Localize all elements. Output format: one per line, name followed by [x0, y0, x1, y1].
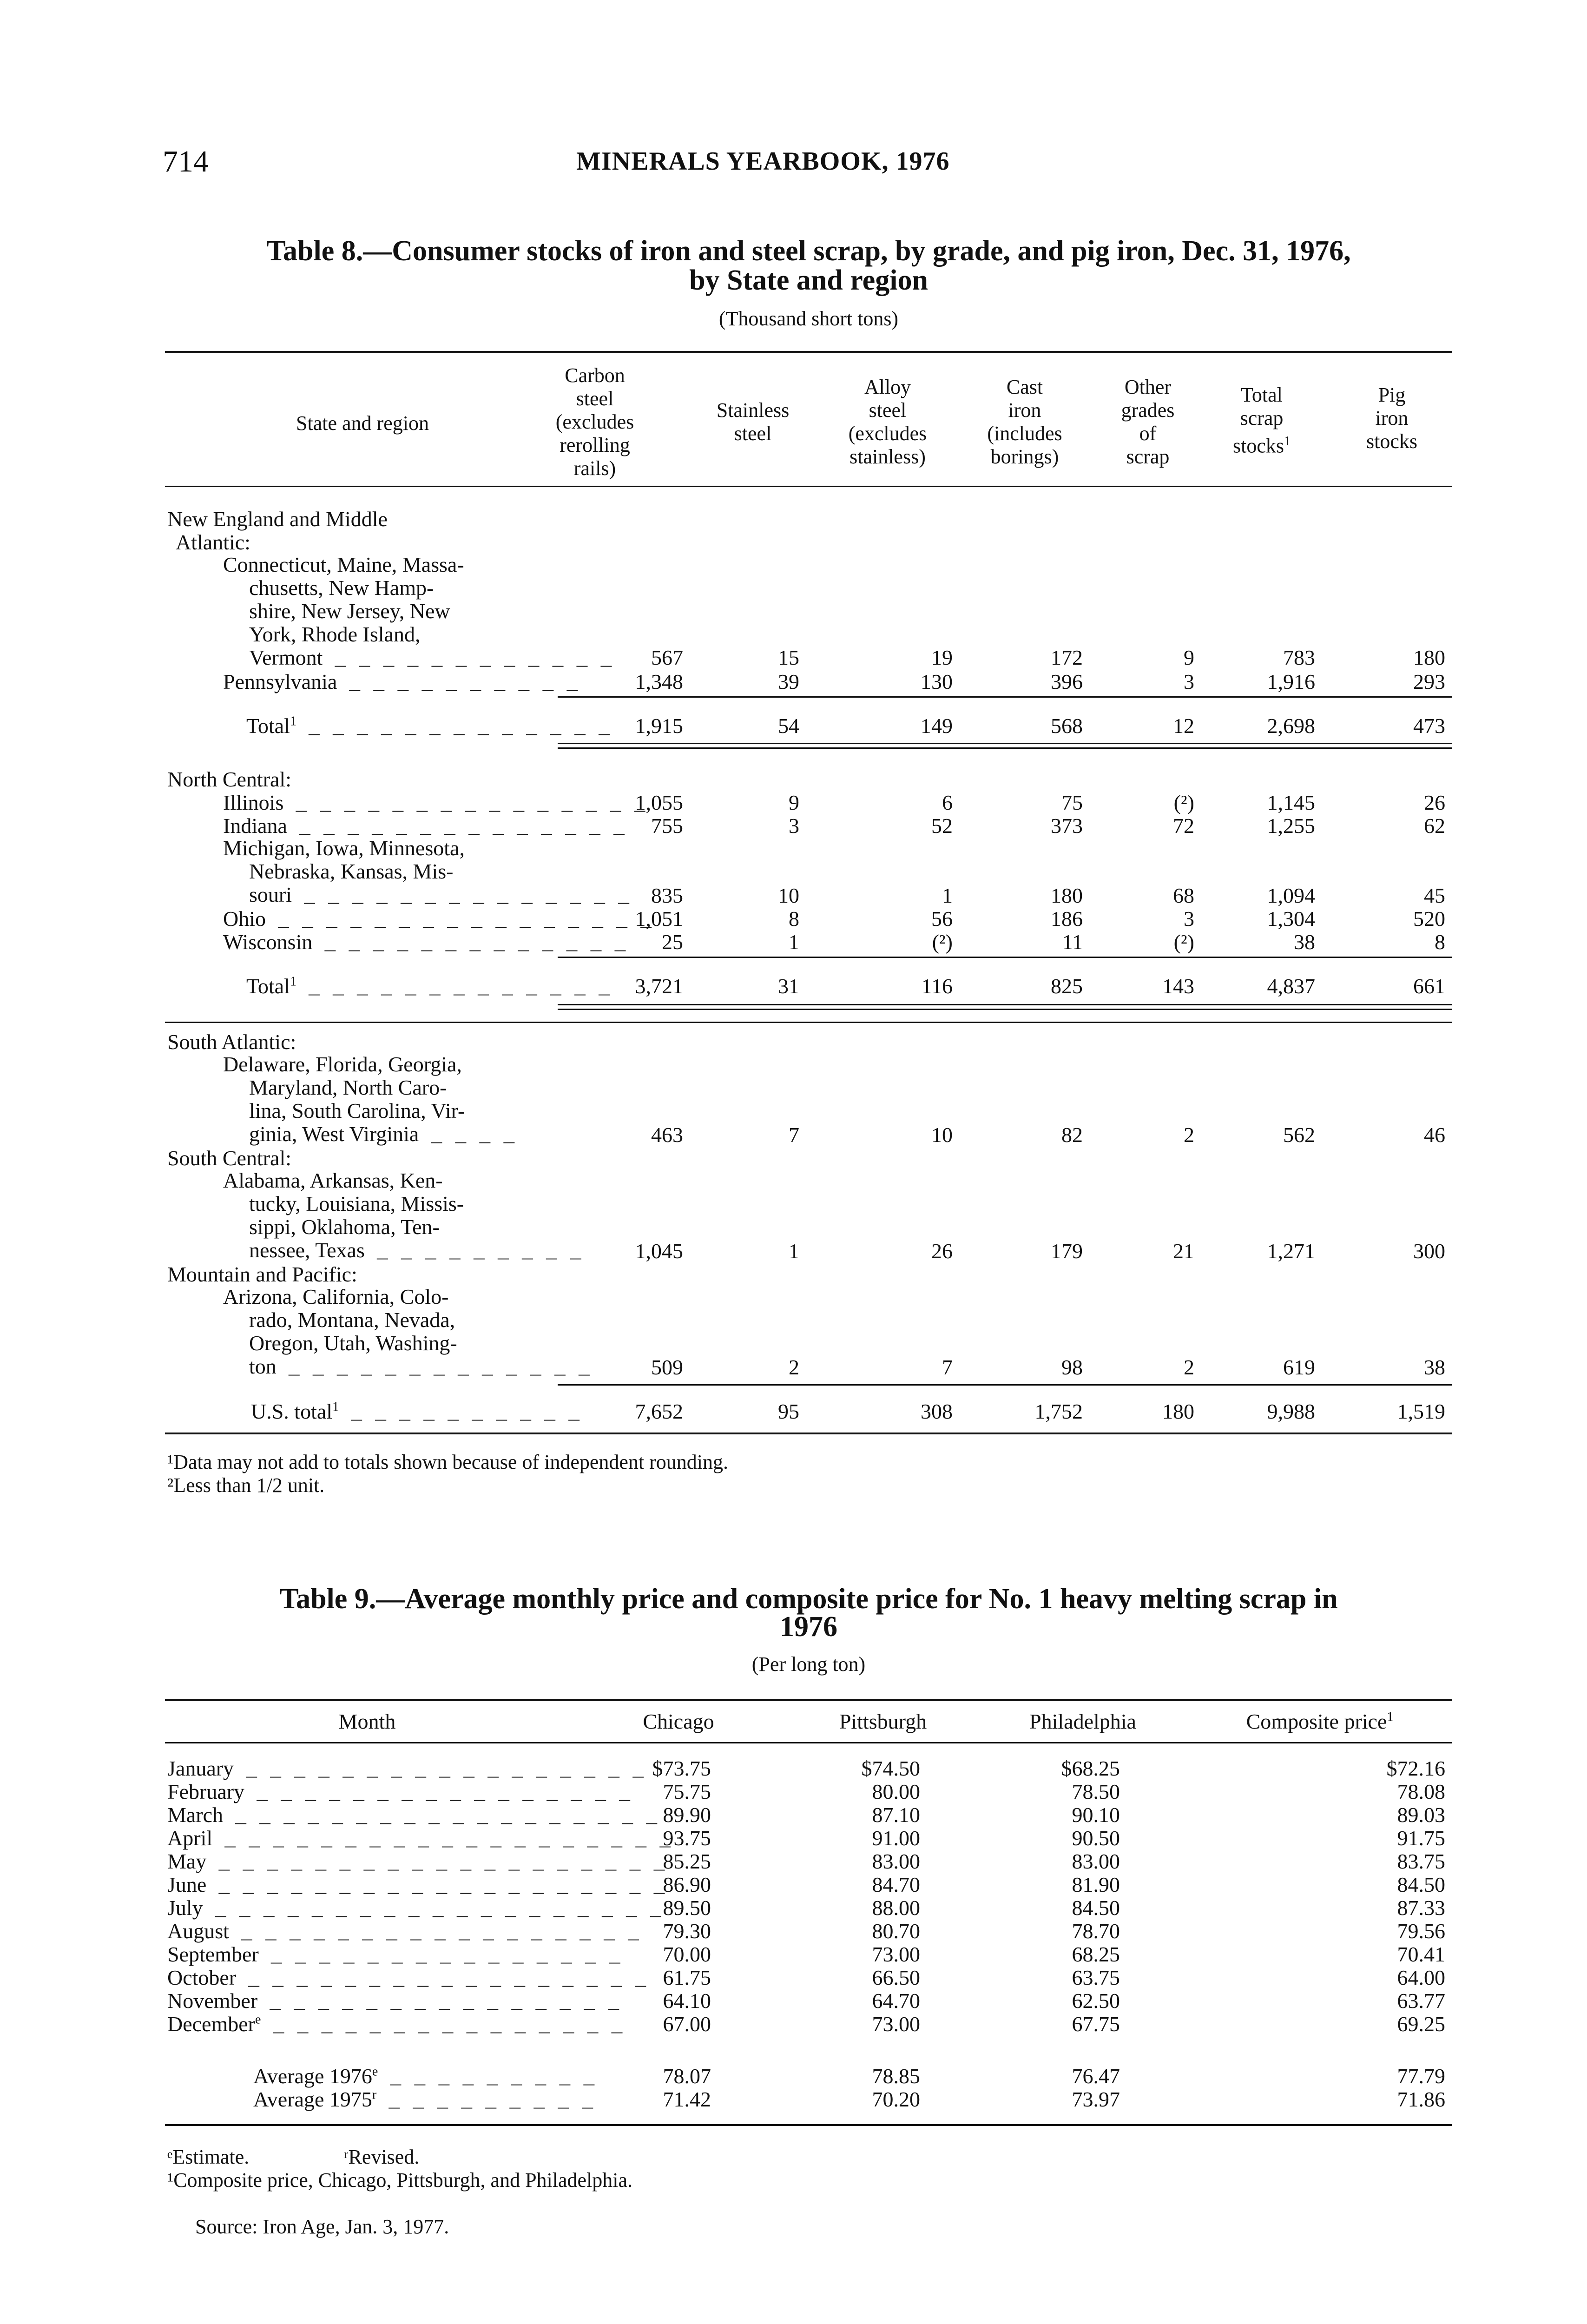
row-label-de-group: Delaware, Florida, Georgia, Maryland, North Caro- lina, South Carolina, Vir- ginia, West Virginia _ _ _ _: [223, 1052, 516, 1147]
table8-header-rule: [165, 486, 1452, 487]
row-label-mi-group: Michigan, Iowa, Minnesota, Nebraska, Kansas, Mis- souri _ _ _ _ _ _ _ _ _ _ _ _ _ _: [223, 836, 631, 908]
table9-title-line2: 1976: [780, 1611, 837, 1643]
ne-total-double-rule-b: [558, 747, 1452, 749]
document-page: 714 MINERALS YEARBOOK, 1976 Table 8.—Consumer stocks of iron and steel scrap, by grade, and pig iron, Dec. 31, 1976, by State and region (Thousand short tons) State and region Carbon steel (excludes rerolling rails) Stainless steel Alloy steel (excludes stainless) Cast iron (includes borings) Other grades of scrap Total scrap stocks$^1$ Pig iron stocks New England and Middle Atlantic: Connecticut, Maine, Massa- chusetts, New Hamp- shire, New Jersey, New York, Rhode Island, Vermont _ _ _ _ _ _ _ _ _ _ _ _ Pennsylvania _ _ _ _ _ _ _ _ _ _ 567 15 19 172 9 783 180 1,348 39 130 396 3 1,916 293 Total$^1$ _ _ _ _ _ _ _ _ _ _ _ _ _ 1,915 54 149 568 12 2,698 473 North Central: Illinois _ _ _ _ _ _ _ _ _ _ _ _ _ _ _ Indiana _ _ _ _ _ _ _ _ _ _ _ _ _ _ Michigan, Iowa, Minnesota, Nebraska, Kansas, Mis- souri _ _ _ _ _ _ _ _ _ _ _ _ _ _ Ohio _ _ _ _ _ _ _ _ _ _ _ _ _ _ _ _ Wisconsin _ _ _ _ _ _ _ _ _ _ _ _ _ 1,055 9 6 75 (²) 1,145 26 755 3 52 373 72 1,255 62 835 10 1 180 68 1,094 45 1,051 8 56 186 3 1,304 520 25 1 (²) 11 (²) 38 8 Total$^1$ _ _ _ _ _ _ _ _ _ _ _ _ _ 3,721 31 116 825 143 4,837 661 South Atlantic: Delaware, Florida, Georgia, Maryland, North Caro- lina, South Carolina, Vir- ginia, West Virginia _ _ _ _ 463 7 10 82 2 562 46 South Central: Alabama, Arkansas, Ken- tucky, Louisiana, Missis- sippi, Oklahoma, Ten- nessee, Texas _ _ _ _ _ _ _ _ _ 1,045 1 26 179 21 1,271 300 Mountain and Pacific: Arizona, California, Colo- rado, Montana, Nevada, Oregon, Utah, Washing- ton _ _ _ _ _ _ _ _ _ _ _ _ _ 509 2 7 98 2 619 38 U.S. total$^1$ _ _ _ _ _ _ _ _ _ _ 7,652 95 308 1,752 180 9,988 1,519 ¹Data may not add to totals shown because of independent rounding. ²Less than 1/2 unit. Table 9.—Average monthly price and composite price for No. 1 heavy melting scrap in 1976 (Per long ton) Month Chicago Pittsburgh Philadelphia Composite price$^1$ January _ _ _ _ _ _ _ _ _ _ _ _ _ _ _ _ _ $73.75 $74.50 $68.25 $72.16 February _ _ _ _ _ _ _ _ _ _ _ _ _ _ _ _ 75.75 80.00 78.50 78.08 March _ _ _ _ _ _ _ _ _ _ _ _ _ _ _ _ _ _ 89.90 87.10 90.10 89.03 April _ _ _ _ _ _ _ _ _ _ _ _ _ _ _ _ _ _ _ 93.75 91.00 90.50 91.75 May _ _ _ _ _ _ _ _ _ _ _ _ _ _ _ _ _ _ _ 85.25 83.00 83.00 83.75 June _ _ _ _ _ _ _ _ _ _ _ _ _ _ _ _ _ _ _ 86.90 84.70 81.90 84.50 July _ _ _ _ _ _ _ _ _ _ _ _ _ _ _ _ _ _ _ 89.50 88.00 84.50 87.33 August _ _ _ _ _ _ _ _ _ _ _ _ _ _ _ _ _ 79.30 80.70 78.70 79.56 September _ _ _ _ _ _ _ _ _ _ _ _ _ _ _ 70.00 73.00 68.25 70.41 October _ _ _ _ _ _ _ _ _ _ _ _ _ _ _ _ _ 61.75 66.50 63.75 64.00 November _ _ _ _ _ _ _ _ _ _ _ _ _ _ _ 64.10 64.70 62.50 63.77 December$^e$ _ _ _ _ _ _ _ _ _ _ _ _ _ _ _ 67.00 73.00 67.75 69.25 Average 1976e _ _ _ _ _ _ _ _ _ 78.07 78.85 76.47 77.79 Average 1975$^r$ _ _ _ _ _ _ _ _ _ 71.42 70.20 73.97 71.86 ᵉEstimate. ʳRevised. ¹Composite price, Chicago, Pittsburgh, and Philadelphia. Source: Iron Age, Jan. 3, 1977.: [0, 0, 1587, 2324]
row-label-al-group: Alabama, Arkansas, Ken- tucky, Louisiana, Missis- sippi, Oklahoma, Ten- nessee, Texas _ _ _ _ _ _ _ _ _: [223, 1169, 582, 1263]
row-label-az-group: Arizona, California, Colo- rado, Montana, Nevada, Oregon, Utah, Washing- ton _ _ _ _ _ _ _ _ _ _ _ _ _: [223, 1285, 591, 1380]
ne-total-double-rule-a: [558, 743, 1452, 744]
table9-title-line1: Table 9.—Average monthly price and composite price for No. 1 heavy melting scrap in: [279, 1583, 1338, 1615]
table8-footnote-1: ¹Data may not add to totals shown because of independent rounding.: [167, 1451, 729, 1473]
row-label-ne-total: Total$^1$ _ _ _ _ _ _ _ _ _ _ _ _ _: [246, 714, 611, 739]
region-sc-label: South Central:: [167, 1146, 292, 1170]
row-label-nc-total: Total$^1$ _ _ _ _ _ _ _ _ _ _ _ _ _: [246, 974, 611, 999]
row-label-illinois: Illinois _ _ _ _ _ _ _ _ _ _ _ _ _ _ _: [223, 791, 646, 816]
col-header-state: State and region: [296, 412, 429, 435]
region-ne-label-2: Atlantic:: [176, 530, 250, 554]
nc-section-rule: [165, 1022, 1452, 1023]
table9-source: Source: Iron Age, Jan. 3, 1977.: [195, 2215, 449, 2238]
table9-bottom-rule: [165, 2124, 1452, 2126]
row-label-pennsylvania: Pennsylvania _ _ _ _ _ _ _ _ _ _: [223, 670, 579, 695]
page-number: 714: [163, 145, 209, 178]
row-label-ct-group: Connecticut, Maine, Massa- chusetts, New Hamp- shire, New Jersey, New York, Rhode Island, Vermont _ _ _ _ _ _ _ _ _ _ _ _: [223, 553, 613, 671]
col-header-total: Total scrap stocks$^1$: [1233, 383, 1291, 457]
running-title: MINERALS YEARBOOK, 1976: [576, 147, 950, 176]
table8-top-rule: [165, 351, 1452, 353]
table8-title-line1: Table 8.—Consumer stocks of iron and steel scrap, by grade, and pig iron, Dec. 31, 1976,: [266, 235, 1351, 267]
region-mp-label: Mountain and Pacific:: [167, 1262, 357, 1286]
table9-top-rule: [165, 1699, 1452, 1701]
t9-col-chicago: Chicago: [643, 1710, 714, 1733]
nc-subtotal-rule: [558, 957, 1452, 958]
region-ne-label-1: New England and Middle: [167, 507, 388, 531]
col-header-carbon: Carbon steel (excludes rerolling rails): [555, 364, 634, 480]
region-sa-label: South Atlantic:: [167, 1030, 296, 1054]
t9-col-philadelphia: Philadelphia: [1029, 1710, 1136, 1733]
col-header-alloy: Alloy steel (excludes stainless): [848, 376, 927, 468]
ne-subtotal-rule: [558, 696, 1452, 698]
row-label-wisconsin: Wisconsin _ _ _ _ _ _ _ _ _ _ _ _ _: [223, 930, 627, 955]
table8-bottom-rule: [165, 1433, 1452, 1434]
row-label-indiana: Indiana _ _ _ _ _ _ _ _ _ _ _ _ _ _: [223, 814, 626, 839]
col-header-cast: Cast iron (includes borings): [987, 376, 1062, 468]
us-subtotal-rule: [558, 1384, 1452, 1386]
t9-col-pittsburgh: Pittsburgh: [839, 1710, 927, 1733]
nc-total-double-rule-a: [558, 1004, 1452, 1005]
t9-col-month: Month: [338, 1710, 396, 1733]
table9-header-rule: [165, 1742, 1452, 1743]
table8-unit: (Thousand short tons): [718, 307, 899, 330]
table9-footnote-estimate: ᵉEstimate.: [167, 2146, 250, 2168]
nc-total-double-rule-b: [558, 1009, 1452, 1010]
table8-title-line2: by State and region: [689, 264, 928, 296]
col-header-stainless: Stainless steel: [716, 399, 790, 445]
region-nc-label: North Central:: [167, 767, 291, 791]
table9-unit: (Per long ton): [751, 1653, 866, 1676]
table9-footnote-revised: ʳRevised.: [344, 2146, 420, 2168]
col-header-other: Other grades of scrap: [1121, 376, 1175, 468]
table8-footnote-2: ²Less than 1/2 unit.: [167, 1474, 325, 1497]
table9-footnote-composite: ¹Composite price, Chicago, Pittsburgh, and Philadelphia.: [167, 2169, 633, 2192]
row-label-ohio: Ohio _ _ _ _ _ _ _ _ _ _ _ _ _ _ _ _: [223, 907, 653, 932]
row-label-us-total: U.S. total$^1$ _ _ _ _ _ _ _ _ _ _: [251, 1400, 581, 1425]
t9-col-composite: Composite price$^1$: [1246, 1710, 1394, 1733]
col-header-pig: Pig iron stocks: [1366, 383, 1417, 453]
